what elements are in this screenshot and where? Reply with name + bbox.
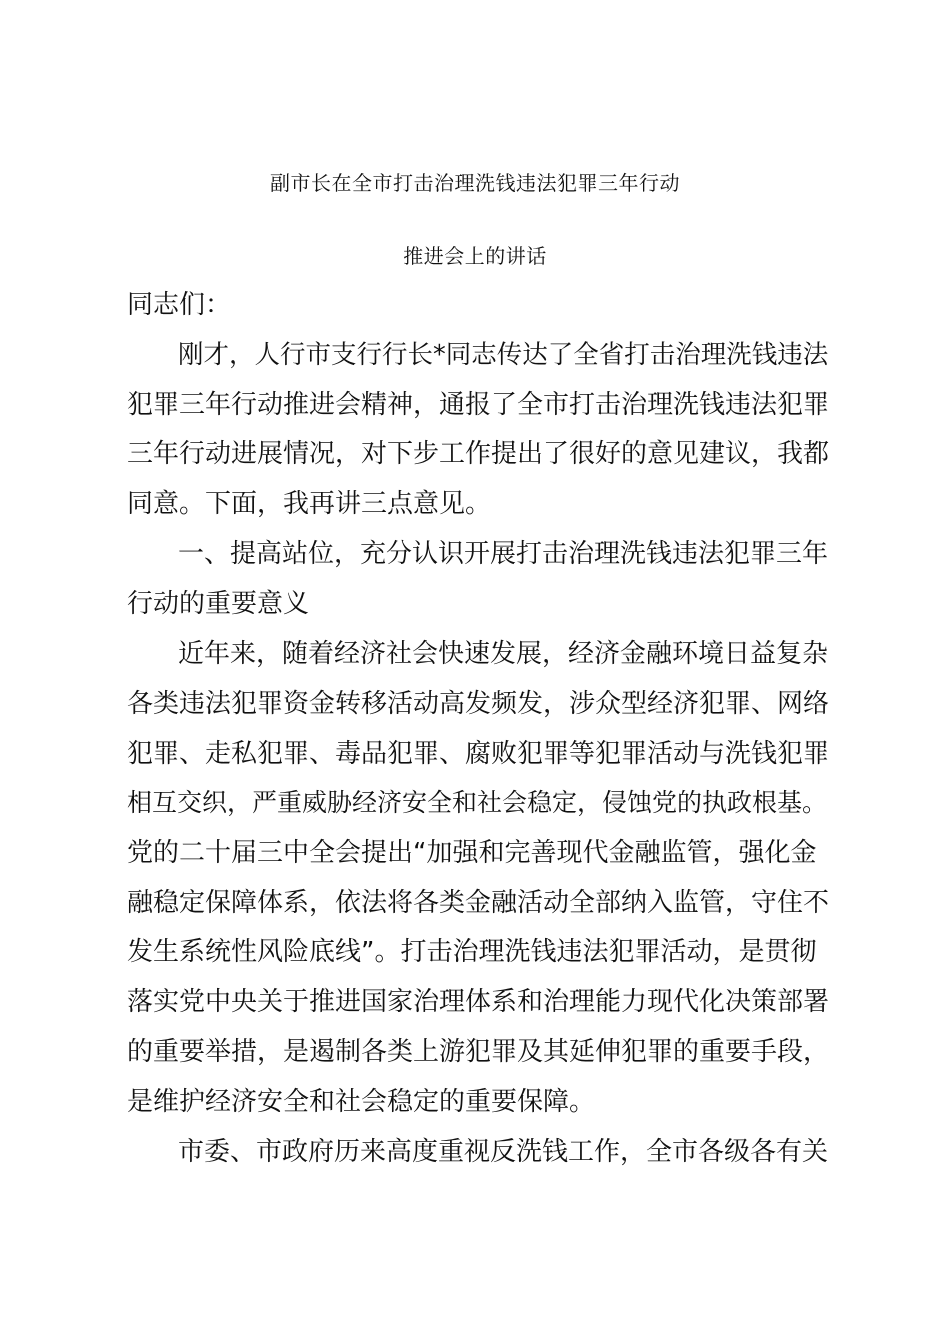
paragraph-2-line-3: 犯罪、走私犯罪、毒品犯罪、腐败犯罪等犯罪活动与洗钱犯罪 [127,739,830,769]
section-1-heading-line-1: 一、提高站位，充分认识开展打击治理洗钱违法犯罪三年 [178,539,829,569]
paragraph-2-line-6: 融稳定保障体系，依法将各类金融活动全部纳入监管，守住不 [127,888,830,918]
paragraph-2-line-1: 近年来，随着经济社会快速发展，经济金融环境日益复杂 [178,639,829,669]
paragraph-2-line-10: 是维护经济安全和社会稳定的重要保障。 [127,1087,596,1117]
paragraph-2-line-8: 落实党中央关于推进国家治理体系和治理能力现代化决策部署 [127,987,830,1017]
section-1-heading-line-2: 行动的重要意义 [127,589,310,619]
paragraph-1-line-4: 同意。下面，我再讲三点意见。 [127,489,492,519]
document-title-line-1: 副市长在全市打击治理洗钱违法犯罪三年行动 [270,171,680,195]
document-title-line-2: 推进会上的讲话 [403,244,547,268]
paragraph-2-line-9: 的重要举措，是遏制各类上游犯罪及其延伸犯罪的重要手段， [127,1037,830,1067]
paragraph-2-line-7: 发生系统性风险底线”。打击治理洗钱违法犯罪活动，是贯彻 [127,937,817,967]
salutation: 同志们： [127,290,232,320]
paragraph-1-line-3: 三年行动进展情况，对下步工作提出了很好的意见建议，我都 [127,439,830,469]
paragraph-1-line-1: 刚才，人行市支行行长*同志传达了全省打击治理洗钱违法 [178,340,829,370]
paragraph-2-line-4: 相互交织，严重威胁经济安全和社会稳定，侵蚀党的执政根基。 [127,788,828,817]
paragraph-3-line-1: 市委、市政府历来高度重视反洗钱工作，全市各级各有关 [178,1137,829,1167]
paragraph-2-line-2: 各类违法犯罪资金转移活动高发频发，涉众型经济犯罪、网络 [127,689,830,719]
paragraph-1-line-2: 犯罪三年行动推进会精神，通报了全市打击治理洗钱违法犯罪 [127,390,830,420]
paragraph-2-line-5: 党的二十届三中全会提出“加强和完善现代金融监管，强化金 [127,838,817,868]
